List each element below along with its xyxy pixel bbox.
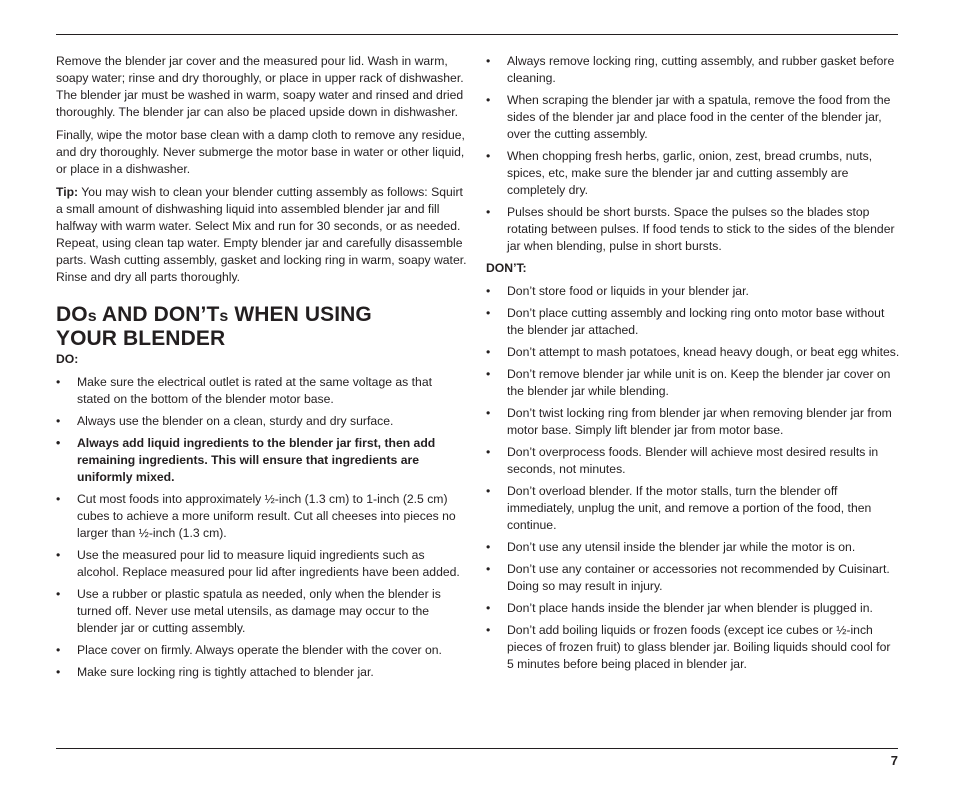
right-column bbox=[486, 53, 900, 678]
list-item: • Use a rubber or plastic spatula as needed, only when the blender is turned off. Never use metal utensils, as damage may occur to the blender jar or cutting assembly. bbox=[56, 586, 468, 637]
tip-text: You may wish to clean your blender cutting assembly as follows: Squirt a small amount of dishwashing liquid into assembled blender jar and fill halfway with warm water. Select Mix and run for 30 seconds, or as needed. Repeat, using clean tap water. Empty blender jar and carefully disassemble parts. Wash cutting assembly, gasket and locking ring in warm, soapy water. Rinse and dry all parts thoroughly. bbox=[56, 185, 467, 284]
list-item: • Don’t overload blender. If the motor stalls, turn the blender off immediately, unplug the unit, and remove a portion of the food, then continue. bbox=[486, 483, 900, 534]
heading-part-do: DO bbox=[56, 303, 88, 326]
list-item: • Make sure locking ring is tightly attached to blender jar. bbox=[56, 664, 468, 681]
heading-part-when: WHEN USING bbox=[228, 303, 372, 326]
top-rule bbox=[56, 34, 898, 35]
list-item: • Don’t remove blender jar while unit is on. Keep the blender jar cover on the blender jar while blending. bbox=[486, 366, 900, 400]
list-item: • Use the measured pour lid to measure liquid ingredients such as alcohol. Replace measured pour lid after ingredients have been added. bbox=[56, 547, 468, 581]
do-list-right bbox=[486, 53, 900, 255]
list-item: • Cut most foods into approximately ½-inch (1.3 cm) to 1-inch (2.5 cm) cubes to achieve a more uniform result. Cut all cheeses into pieces no larger than ½-inch (1.3 cm). bbox=[56, 491, 468, 542]
list-item: • Don’t store food or liquids in your blender jar. bbox=[486, 283, 900, 300]
list-item: • Don’t twist locking ring from blender jar when removing blender jar from motor base. Simply lift blender jar from motor base. bbox=[486, 405, 900, 439]
list-item: • When scraping the blender jar with a spatula, remove the food from the sides of the blender jar and place food in the center of the blender jar, over the cutting assembly. bbox=[486, 92, 900, 143]
list-item: • Place cover on firmly. Always operate the blender with the cover on. bbox=[56, 642, 468, 659]
list-item: • Always use the blender on a clean, sturdy and dry surface. bbox=[56, 413, 468, 430]
heading-part-s1: s bbox=[87, 308, 97, 325]
list-item: • Always add liquid ingredients to the blender jar first, then add remaining ingredients. This will ensure that ingredients are uniformly mixed. bbox=[56, 435, 468, 486]
cleaning-paragraph-base: Finally, wipe the motor base clean with a damp cloth to remove any residue, and dry thoroughly. Never submerge the motor base in water or other liquid, or place in a dishwasher. bbox=[56, 128, 465, 176]
do-list-left bbox=[56, 374, 468, 681]
tip-label: Tip: bbox=[56, 185, 79, 199]
do-label: DO: bbox=[56, 352, 79, 366]
list-item: • Don’t add boiling liquids or frozen foods (except ice cubes or ½-inch pieces of frozen fruit) to glass blender jar. Boiling liquids should cool for 5 minutes before being placed in blender jar. bbox=[486, 622, 900, 673]
list-item: • Don’t use any container or accessories not recommended by Cuisinart. Doing so may result in injury. bbox=[486, 561, 900, 595]
section-heading bbox=[56, 304, 468, 350]
list-item: • Pulses should be short bursts. Space the pulses so the blades stop rotating between pulses. If food tends to stick to the sides of the blender jar when blending, pulse in short bursts. bbox=[486, 204, 900, 255]
left-column bbox=[56, 53, 468, 686]
cleaning-paragraph-jar: Remove the blender jar cover and the measured pour lid. Wash in warm, soapy water; rinse and dry thoroughly, or place in upper rack of dishwasher. The blender jar must be washed in warm, soapy water and rinsed and dried thoroughly. The blender jar can also be placed upside down in dishwasher. bbox=[56, 54, 464, 119]
heading-part-dont: AND DON’T bbox=[96, 303, 220, 326]
list-item: • Don’t overprocess foods. Blender will achieve most desired results in seconds, not minutes. bbox=[486, 444, 900, 478]
list-item: • Make sure the electrical outlet is rated at the same voltage as that stated on the bottom of the blender motor base. bbox=[56, 374, 468, 408]
list-item: • When chopping fresh herbs, garlic, onion, zest, bread crumbs, nuts, spices, etc, make sure the blender jar and cutting assembly are completely dry. bbox=[486, 148, 900, 199]
bottom-rule bbox=[56, 748, 898, 749]
heading-line-2: YOUR BLENDER bbox=[56, 327, 226, 350]
list-item: • Don’t attempt to mash potatoes, knead heavy dough, or beat egg whites. bbox=[486, 344, 900, 361]
list-item: • Don’t place cutting assembly and locking ring onto motor base without the blender jar attached. bbox=[486, 305, 900, 339]
heading-part-s2: s bbox=[219, 308, 229, 325]
list-item: • Always remove locking ring, cutting assembly, and rubber gasket before cleaning. bbox=[486, 53, 900, 87]
dont-label: DON’T: bbox=[486, 261, 527, 275]
tip-paragraph bbox=[56, 184, 468, 286]
list-item: • Don’t place hands inside the blender jar when blender is plugged in. bbox=[486, 600, 900, 617]
page-number: 7 bbox=[890, 753, 898, 768]
dont-list bbox=[486, 283, 900, 673]
list-item: • Don’t use any utensil inside the blender jar while the motor is on. bbox=[486, 539, 900, 556]
